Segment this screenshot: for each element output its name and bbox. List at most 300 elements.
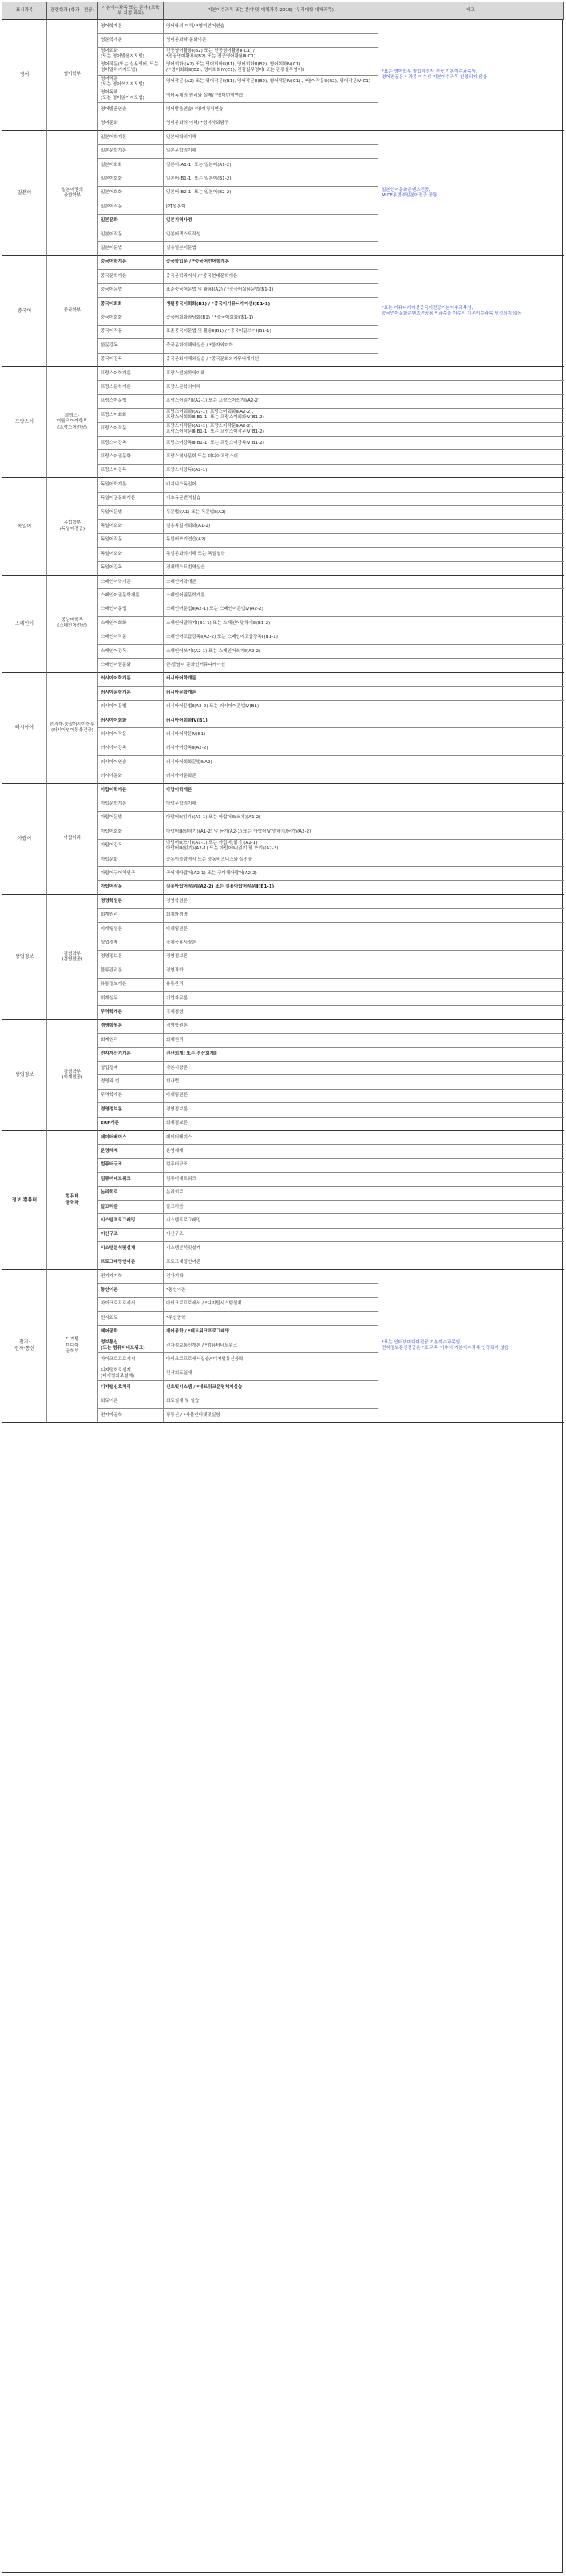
basic-course: ERP개론 xyxy=(98,1118,164,1131)
subject-area: 전기· 전자·통신 xyxy=(2,1270,47,1423)
remark-empty xyxy=(378,1090,564,1103)
remark-empty xyxy=(378,770,564,784)
course-item: 경영정보론 xyxy=(164,951,378,964)
course-item: 생활중국어회화(B1) / *중국어커뮤니케이션Ⅰ(B1-1) xyxy=(164,298,378,311)
course-item: 중국어회화와담화(B1) / *중국어회화Ⅰ(B1-1) xyxy=(164,311,378,325)
remark-empty xyxy=(378,797,564,811)
remark-empty xyxy=(378,603,564,617)
basic-course: 러시아어강독 xyxy=(98,742,164,756)
basic-course: 운영체제 xyxy=(98,1145,164,1158)
course-item: 러시아어회화Ⅳ(B1) xyxy=(164,714,378,728)
course-item: 영어회화Ⅰ(A2) 또는 영어회화Ⅱ(B1), 영어회화Ⅲ(B2), 영어회화Ⅳ(C1) / *영어회화Ⅲ(B2), 영어회화Ⅳ(C1), 관광실무영어Ⅰ 또는 관광실무영어Ⅱ xyxy=(164,61,378,75)
header-course: 기본이수과목 또는 분야 및 대체과목(2015) (우리대학 대체과목) xyxy=(164,2,378,20)
remark-empty xyxy=(378,450,564,464)
course-item: 회계원리 xyxy=(164,1034,378,1047)
course-item: 마케팅원론 xyxy=(164,1090,378,1103)
basic-course: 러시아어작문 xyxy=(98,728,164,742)
course-table xyxy=(2,2,563,2573)
related-major: 컴퓨터 공학과 xyxy=(47,1131,98,1270)
basic-course: 아랍어문법 xyxy=(98,812,164,825)
basic-course: 아랍문화 xyxy=(98,853,164,867)
course-item: 일본문학의이해 xyxy=(164,145,378,159)
basic-course: 전자계산기개론 xyxy=(98,1048,164,1062)
basic-course: 프랑스어강독 xyxy=(98,465,164,478)
course-item: 비지니스독일어 xyxy=(164,478,378,492)
course-item: 마케팅원론 xyxy=(164,923,378,936)
basic-course: 경영학원론 xyxy=(98,895,164,908)
remark-empty xyxy=(378,1159,564,1173)
course-item: 일본어(B1-1) 또는 일본어(B1-2) xyxy=(164,172,378,186)
remark-empty xyxy=(378,1201,564,1214)
basic-course: 스페인어권문학개론 xyxy=(98,589,164,603)
basic-course: 한문강독 xyxy=(98,339,164,353)
basic-course: 스페인어문법 xyxy=(98,603,164,617)
remark-empty xyxy=(378,1062,564,1075)
course-item: 일본어(A1-1) 또는 일본어(A1-2) xyxy=(164,159,378,172)
course-item: 유통관리 xyxy=(164,979,378,992)
course-item: 회사법 xyxy=(164,1075,378,1089)
basic-course: 영어작문(또는 실용영어, 또는 영어말하기지도법) xyxy=(98,61,164,75)
basic-course: 아랍어학개론 xyxy=(98,784,164,797)
basic-course: 정보통신 (또는 컴퓨터네트워크) xyxy=(98,1339,164,1353)
course-item: 실용아랍어작문Ⅰ(A2-2) 또는 실용아랍어작문Ⅱ(B1-1) xyxy=(164,881,378,895)
remark-empty xyxy=(378,478,564,492)
course-item: 제어공학 / *네트워크프로그래밍 xyxy=(164,1326,378,1339)
remark-empty xyxy=(378,1173,564,1186)
course-item: 아랍어Ⅲ(말하기)(A1-2) 및 듣기(A2-1) 또는 아랍어Ⅳ(말하기/듣기)(A2-2) xyxy=(164,825,378,839)
basic-course: 물류관리론 xyxy=(98,964,164,978)
course-item: 일본어(B2-1) 또는 일본어(B2-2) xyxy=(164,187,378,200)
remark-empty xyxy=(378,673,564,687)
course-item: 회로설계 및 실습 xyxy=(164,1395,378,1409)
course-item: 러시아어강독Ⅱ(A2-2) xyxy=(164,742,378,756)
related-major: 중국학부 xyxy=(47,256,98,367)
basic-course: 아랍어구어체연구 xyxy=(98,867,164,880)
course-item: 기업자무론 xyxy=(164,992,378,1006)
basic-course: 독일어작문 xyxy=(98,534,164,548)
basic-course: 러시아어연습 xyxy=(98,756,164,770)
basic-course: 영어회화 (또는 영어발음지도법) xyxy=(98,48,164,61)
basic-course: 중국어학개론 xyxy=(98,256,164,270)
remark-note: *표는 커뮤니케이션중국어전공기본이수과목임, 중국언어문화콘텐츠전공용 * 과목을 이수시 기본이수과목 인정되지 않음 xyxy=(378,256,564,367)
remark-empty xyxy=(378,1006,564,1019)
remark-empty xyxy=(378,437,564,450)
basic-course: 경영정보론 xyxy=(98,951,164,964)
basic-course: 회계원리 xyxy=(98,909,164,923)
basic-course: 프랑스어작문 xyxy=(98,423,164,437)
basic-course: 러시아어문법 xyxy=(98,701,164,714)
basic-course: 아랍어강독 xyxy=(98,840,164,853)
course-item: 시스템분석및설계 xyxy=(164,1242,378,1256)
course-item: *무선공학 xyxy=(164,1312,378,1325)
course-item: 운영체제 xyxy=(164,1145,378,1158)
remark-empty xyxy=(378,381,564,394)
basic-course: 경영정보론 xyxy=(98,1103,164,1117)
related-major: 아랍어과 xyxy=(47,784,98,895)
remark-empty xyxy=(378,867,564,880)
course-item: 아랍어Ⅱ(읽기)(A1-1) 또는 아랍어Ⅲ(쓰기)(A1-2) xyxy=(164,812,378,825)
subject-area: 프랑스어 xyxy=(2,367,47,478)
basic-course: 독일어권문화개론 xyxy=(98,493,164,506)
course-item: 실용독일어회화(A1-2) xyxy=(164,520,378,533)
course-item: 국제응용시장론 xyxy=(164,936,378,950)
related-major: 프랑스· 이탈리아어학부 (프랑스어전공) xyxy=(47,367,98,478)
basic-course: 마이크로프로세서 xyxy=(98,1353,164,1367)
basic-course: 프로그래밍언어론 xyxy=(98,1256,164,1270)
basic-course: 컴퓨터네트워크 xyxy=(98,1173,164,1186)
remark-empty xyxy=(378,923,564,936)
basic-course: 회계원리 xyxy=(98,1034,164,1047)
basic-course: 중국어강독 xyxy=(98,354,164,367)
basic-course: 이산구조 xyxy=(98,1229,164,1242)
basic-course: 러시아문화 xyxy=(98,770,164,784)
course-item: 러시아문학개론 xyxy=(164,687,378,700)
subject-area: 중국어 xyxy=(2,256,47,367)
remark-empty xyxy=(378,534,564,548)
basic-course: 영어독해 (또는 영어읽기지도법) xyxy=(98,89,164,103)
course-item: *통신이론 xyxy=(164,1284,378,1297)
header-area: 표시과목 xyxy=(2,2,47,20)
basic-course: 아랍어작문 xyxy=(98,881,164,895)
course-item: 영미문화와 문화이론 xyxy=(164,34,378,47)
remark-empty xyxy=(378,909,564,923)
remark-note: *표는 인터넷미디어전공 기본이수과목임, 전자정보통신전공은 *표 과목 이수시 기본이수과목 인정되지 않음 xyxy=(378,1270,564,1423)
basic-course: 일본어작문 xyxy=(98,228,164,242)
course-item: 경제텍스트번역실습 xyxy=(164,562,378,576)
basic-course: 무역학개론 xyxy=(98,1090,164,1103)
basic-course: 회로이론 xyxy=(98,1395,164,1409)
course-item: 전공영어활용Ⅰ(B2) 또는 전공영어활용Ⅱ(C1) / *전공영어활용Ⅱ(B2) 또는 전공영어활용Ⅲ(C1) xyxy=(164,48,378,61)
course-item: 중국문학과지식 / *중국현대문학개론 xyxy=(164,270,378,283)
basic-course: 전자파공학 xyxy=(98,1409,164,1423)
course-item: JPT일본어 xyxy=(164,200,378,214)
course-item: 영어작문Ⅰ(A2) 또는 영어작문Ⅱ(B1), 영어작문Ⅲ(B2), 영어작문Ⅳ(C1) / *영어작문Ⅲ(B2), 영어작문Ⅳ(C1) xyxy=(164,76,378,89)
course-item: 스페인어쓰기Ⅰ(A2-1) 또는 스페인어쓰기Ⅱ(A2-2) xyxy=(164,645,378,659)
basic-course: 일본어작문 xyxy=(98,200,164,214)
course-item: 스페인어고급강독Ⅰ(A2-2) 또는 스페인어고급강독Ⅱ(B1-1) xyxy=(164,631,378,645)
remark-empty xyxy=(378,979,564,992)
remark-empty xyxy=(378,742,564,756)
basic-course: 일본문화 xyxy=(98,215,164,228)
remark-empty xyxy=(378,576,564,589)
remark-empty xyxy=(378,784,564,797)
course-item: 전산회계Ⅰ 또는 전산회계Ⅱ xyxy=(164,1048,378,1062)
course-item: 프랑스문학의이해 xyxy=(164,381,378,394)
basic-course: 스페인어회화 xyxy=(98,617,164,631)
basic-course: 경영과 법 xyxy=(98,1075,164,1089)
basic-course: 러시아문학개론 xyxy=(98,687,164,700)
course-item: 자본시장론 xyxy=(164,1062,378,1075)
basic-course: 스페인어학개론 xyxy=(98,576,164,589)
remark-empty xyxy=(378,756,564,770)
course-item: 실용일본어문법 xyxy=(164,242,378,255)
course-item: 아랍문학의이해 xyxy=(164,797,378,811)
remark-empty xyxy=(378,465,564,478)
basic-course: 아랍문학개론 xyxy=(98,797,164,811)
course-item: 프랑스어강독Ⅰ(A2-1) xyxy=(164,465,378,478)
course-item: 일본어텍스트작성 xyxy=(164,228,378,242)
basic-course: 디지털회로설계 (디지털회로설계) xyxy=(98,1367,164,1381)
remark-empty xyxy=(378,1075,564,1089)
course-item: 이산구조 xyxy=(164,1229,378,1242)
basic-course: 스페인어권문화 xyxy=(98,659,164,672)
basic-course: 중국어회화 xyxy=(98,311,164,325)
course-item: 중국문화이해와실습 / *한자와미학 xyxy=(164,339,378,353)
course-item: 국제경영 xyxy=(164,1006,378,1019)
basic-course: 독일어회화 xyxy=(98,548,164,561)
remark-empty xyxy=(378,895,564,908)
course-item: 마이크로프로세서실습/*디지털통신공학 xyxy=(164,1353,378,1367)
basic-course: 아랍어회화 xyxy=(98,825,164,839)
remark-empty xyxy=(378,936,564,950)
basic-course: 중국어작문 xyxy=(98,326,164,339)
basic-course: 프랑스어학개론 xyxy=(98,367,164,381)
basic-course: 유통정보개론 xyxy=(98,979,164,992)
course-item: 독문법Ⅰ(A1) 또는 독문법Ⅱ(A2) xyxy=(164,506,378,520)
basic-course: 프랑스어문법 xyxy=(98,395,164,409)
subject-area: 영어 xyxy=(2,20,47,131)
course-item: 컴퓨터네트워크 xyxy=(164,1173,378,1186)
course-item: 전자정보통신개론 / *컴퓨터네트워크 xyxy=(164,1339,378,1353)
basic-course: 독일어학개론 xyxy=(98,478,164,492)
course-item: 신호및시스템 / *네트워크운영체제실습 xyxy=(164,1381,378,1395)
course-item: 데이터베이스 xyxy=(164,1131,378,1145)
course-item: 러시아어문법Ⅱ(A2-2) 또는 러시아어문법Ⅳ(B1) xyxy=(164,701,378,714)
basic-course: 일본문학개론 xyxy=(98,145,164,159)
basic-course: 디지털신호처리 xyxy=(98,1381,164,1395)
related-major: 영어학부 xyxy=(47,20,98,131)
basic-course: 전기자기학 xyxy=(98,1270,164,1284)
course-item: 광통신 / *사물인터넷및실험 xyxy=(164,1409,378,1423)
course-item: 아랍어Ⅱ(쓰기)(A1-1) 또는 아랍어(읽기)(A2-1) 아랍어Ⅲ(읽기)(A2-1) 또는 아랍어Ⅳ(읽기 및 쓰기)(A2-2) xyxy=(164,840,378,853)
header-note: 비고 xyxy=(378,2,564,20)
remark-empty xyxy=(378,1118,564,1131)
basic-course: 컴퓨터구조 xyxy=(98,1159,164,1173)
basic-course: 스페인어작문 xyxy=(98,631,164,645)
basic-course: 제어공학 xyxy=(98,1326,164,1339)
remark-empty xyxy=(378,1256,564,1270)
basic-course: 시스템프로그래밍 xyxy=(98,1214,164,1228)
remark-empty xyxy=(378,951,564,964)
course-item: 경영과학 xyxy=(164,964,378,978)
subject-area: 스페인어 xyxy=(2,576,47,673)
remark-empty xyxy=(378,493,564,506)
basic-course: 마케팅원론 xyxy=(98,923,164,936)
course-item: 전자기학 xyxy=(164,1270,378,1284)
course-item: 기초독문번역실습 xyxy=(164,493,378,506)
remark-empty xyxy=(378,964,564,978)
related-major: 중남미학부 (스페인어전공) xyxy=(47,576,98,673)
course-item: 한-중남미 문화언커뮤니케이션 xyxy=(164,659,378,672)
basic-course: 영어작문 (또는 영어쓰기지도법) xyxy=(98,76,164,89)
remark-empty xyxy=(378,1145,564,1158)
remark-empty xyxy=(378,701,564,714)
course-item: 마이크로프로세서 / *디지털시스템설계 xyxy=(164,1298,378,1312)
subject-area: 아랍어 xyxy=(2,784,47,895)
remark-empty xyxy=(378,1020,564,1034)
remark-empty xyxy=(378,1034,564,1047)
basic-course: 시스템분석및설계 xyxy=(98,1242,164,1256)
basic-course: 독일어문법 xyxy=(98,506,164,520)
basic-course: 데이터베이스 xyxy=(98,1131,164,1145)
course-item: 영어학의 이해/ *영미언어연습 xyxy=(164,20,378,34)
course-item: 프랑스어회화Ⅰ(A2-1), 프랑스어회화Ⅱ(A2-2), 프랑스어회화Ⅲ(B1-1) 또는 프랑스어회화Ⅳ(B1-2) xyxy=(164,409,378,422)
basic-course: 회계실무 xyxy=(98,992,164,1006)
course-item: 아랍어학개론 xyxy=(164,784,378,797)
remark-empty xyxy=(378,506,564,520)
basic-course: 프랑스문학개론 xyxy=(98,381,164,394)
course-item: 중국문화이해와실습 / *중국문화와커뮤니케이션 xyxy=(164,354,378,367)
related-major: 경영학부 (경영전공) xyxy=(47,895,98,1020)
remark-empty xyxy=(378,853,564,867)
subject-area: 상업정보 xyxy=(2,1020,47,1131)
course-item: 영미문화의 이해/ *영미사회탐구 xyxy=(164,117,378,131)
remark-empty xyxy=(378,520,564,533)
course-item: 스페인어말하기Ⅰ(B1-1) 또는 스페인어말하기Ⅲ(B1-2) xyxy=(164,617,378,631)
basic-course: 통신이론 xyxy=(98,1284,164,1297)
remark-empty xyxy=(378,645,564,659)
basic-course: 중국어문법 xyxy=(98,284,164,298)
course-item: 러시아어회화문법Ⅱ(A2) xyxy=(164,756,378,770)
remark-empty xyxy=(378,1214,564,1228)
basic-course: 상업경제 xyxy=(98,936,164,950)
course-item: 러시아어작문Ⅳ(B1) xyxy=(164,728,378,742)
course-item: 회계와경영 xyxy=(164,909,378,923)
course-item: 러시아어문화론 xyxy=(164,770,378,784)
remark-empty xyxy=(378,1187,564,1201)
remark-empty xyxy=(378,589,564,603)
basic-course: 일본어회화 xyxy=(98,172,164,186)
course-item: 컴퓨터구조 xyxy=(164,1159,378,1173)
basic-course: 영문학개론 xyxy=(98,34,164,47)
basic-course: 프랑스어권문화 xyxy=(98,450,164,464)
subject-area: 독일어 xyxy=(2,478,47,576)
remark-note: 일본언어문화콘텐츠전공, MICE통번역일본어전공 공통 xyxy=(378,131,564,256)
basic-course: 독일어회화 xyxy=(98,520,164,533)
basic-course: 마이크로프로세서 xyxy=(98,1298,164,1312)
remark-empty xyxy=(378,687,564,700)
basic-course: 중국문학개론 xyxy=(98,270,164,283)
remark-empty xyxy=(378,631,564,645)
related-major: 러시아·중앙아시아학부 (러시아언어통상전공) xyxy=(47,673,98,784)
course-item: 영어독해의 원리와 실제/ *영어번역연습 xyxy=(164,89,378,103)
remark-empty xyxy=(378,825,564,839)
course-item: 러시아어학개론 xyxy=(164,673,378,687)
basic-course: 일본어문법 xyxy=(98,242,164,255)
basic-course: 전자회로 xyxy=(98,1312,164,1325)
course-item: 표준중국어문법 및 활용Ⅱ(B1) / *중국어글쓰기Ⅰ(B1-1) xyxy=(164,326,378,339)
course-item: 독일어쓰기연습(A2) xyxy=(164,534,378,548)
remark-empty xyxy=(378,395,564,409)
course-item: 일본어학의이해 xyxy=(164,131,378,144)
course-item: 중국학입문 / *중국어언어학개론 xyxy=(164,256,378,270)
course-item: 프랑스어작문Ⅰ(A2-1), 프랑스어작문Ⅱ(A2-2), 프랑스어작문Ⅲ(B1-1) 또는 프랑스어작문Ⅳ(B1-2) xyxy=(164,423,378,437)
basic-course: 중국어회화 xyxy=(98,298,164,311)
basic-course: 일본어학개론 xyxy=(98,131,164,144)
related-major: 유럽학부 (독일어전공) xyxy=(47,478,98,576)
remark-empty xyxy=(378,1103,564,1117)
remark-empty xyxy=(378,1229,564,1242)
basic-course: 일본어회화 xyxy=(98,159,164,172)
remark-empty xyxy=(378,659,564,672)
course-item: 독일문화의이해 또는 독일철학 xyxy=(164,548,378,561)
remark-empty xyxy=(378,367,564,381)
basic-course: 무역학개론 xyxy=(98,1006,164,1019)
remark-empty xyxy=(378,1131,564,1145)
subject-area: 러시아어 xyxy=(2,673,47,784)
course-item: 경영학원론 xyxy=(164,1020,378,1034)
basic-course: 영어문화 xyxy=(98,117,164,131)
remark-empty xyxy=(378,617,564,631)
remark-empty xyxy=(378,409,564,422)
basic-course: 독일어강독 xyxy=(98,562,164,576)
course-item: 스페인어문법Ⅱ(A2-1) 또는 스페인어문법Ⅳ(A2-2) xyxy=(164,603,378,617)
course-item: 일본지역사정 xyxy=(164,215,378,228)
basic-course: 스페인어강독 xyxy=(98,645,164,659)
basic-course: 일본어회화 xyxy=(98,187,164,200)
basic-course: 프랑스어강독 xyxy=(98,437,164,450)
remark-empty xyxy=(378,840,564,853)
course-item: 경영학원론 xyxy=(164,895,378,908)
course-item: 경영정보론 xyxy=(164,1103,378,1117)
remark-empty xyxy=(378,812,564,825)
related-major: 디지털 미디어 공학부 xyxy=(47,1270,98,1423)
course-item: 구어체아랍어(A2-1) 또는 구어체아랍어(A2-2) xyxy=(164,867,378,880)
subject-area: 일본어 xyxy=(2,131,47,256)
related-major: 경영학부 (회계전공) xyxy=(47,1020,98,1131)
basic-course: 러시아어학개론 xyxy=(98,673,164,687)
basic-course: 러시아어회화 xyxy=(98,714,164,728)
remark-empty xyxy=(378,1242,564,1256)
course-item: 스페인어권문학개론 xyxy=(164,589,378,603)
subject-area: 상업정보 xyxy=(2,895,47,1020)
basic-course: 영어발음연습 xyxy=(98,103,164,117)
course-item: 프랑스역사문화 또는 미디어프랑스어 xyxy=(164,450,378,464)
course-item: 영어발음연습/ *영어청취연습 xyxy=(164,103,378,117)
remark-empty xyxy=(378,423,564,437)
course-item: 프랑스어읽기Ⅰ(A2-1) 또는 프랑스어쓰기Ⅰ(A2-2) xyxy=(164,395,378,409)
remark-empty xyxy=(378,881,564,895)
course-item: 회계정보론 xyxy=(164,1118,378,1131)
basic-course: 영어학개론 xyxy=(98,20,164,34)
course-item: 알고리즘 xyxy=(164,1201,378,1214)
basic-course: 프랑스어회화 xyxy=(98,409,164,422)
basic-course: 경영학원론 xyxy=(98,1020,164,1034)
course-item: 전자회로설계 xyxy=(164,1367,378,1381)
remark-note: *표는 영어학부 졸업예정자 전공 기본이수과목임, 영어전공은 * 과목 이수시 기본이수과목 인정되지 않음 xyxy=(378,20,564,131)
basic-course: 상업경제 xyxy=(98,1062,164,1075)
course-item: 프랑스언어학의이해 xyxy=(164,367,378,381)
subject-area: 정보·컴퓨터 xyxy=(2,1131,47,1270)
basic-course: 논리회로 xyxy=(98,1187,164,1201)
course-item: 프로그래밍언어론 xyxy=(164,1256,378,1270)
remark-empty xyxy=(378,1048,564,1062)
remark-empty xyxy=(378,562,564,576)
header-major: 관련학과 (학과 · 전공) xyxy=(47,2,98,20)
remark-empty xyxy=(378,714,564,728)
remark-empty xyxy=(378,992,564,1006)
course-item: 스페인어학개론 xyxy=(164,576,378,589)
remark-empty xyxy=(378,728,564,742)
course-item: 시스템프로그래밍 xyxy=(164,1214,378,1228)
basic-course: 알고리즘 xyxy=(98,1201,164,1214)
course-item: 논리회로 xyxy=(164,1187,378,1201)
course-item: 프랑스어강독Ⅲ(B1-1) 또는 프랑스어강독Ⅳ(B1-2) xyxy=(164,437,378,450)
remark-empty xyxy=(378,548,564,561)
header-basic: 기본이수과목 또는 분야 (교육부 지정 과목) xyxy=(98,2,164,20)
related-major: 일본어권의 융합학부 xyxy=(47,131,98,256)
course-item: 표준중국어문법 및 활용Ⅰ(A2) / *중국어실용문법(B1-1) xyxy=(164,284,378,298)
